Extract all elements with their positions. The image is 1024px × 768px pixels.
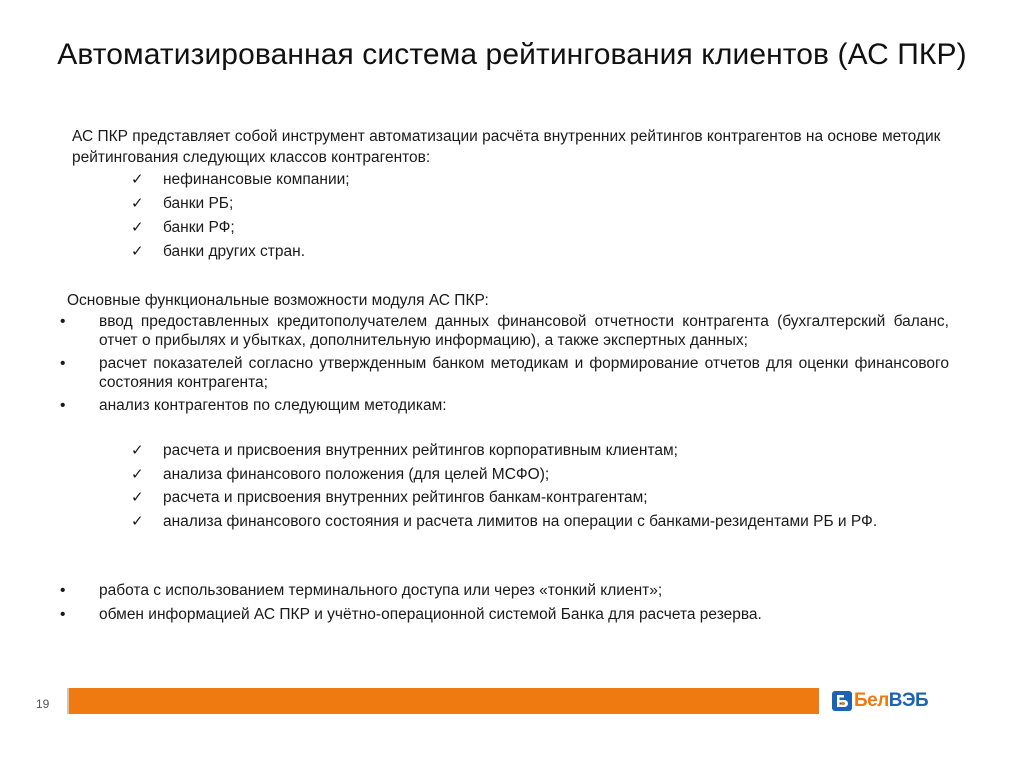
checkmark-icon: ✓ [131, 489, 144, 506]
belveb-logo-icon [832, 691, 852, 711]
checkmark-icon: ✓ [131, 243, 144, 260]
footer-bar [69, 688, 819, 714]
slide-title: Автоматизированная система рейтингования клиентов (АС ПКР) [57, 38, 967, 71]
bullet-icon: • [60, 606, 66, 623]
list-item: ✓ банки РФ; [131, 219, 235, 236]
checkmark-icon: ✓ [131, 171, 144, 188]
checkmark-icon: ✓ [131, 512, 144, 530]
list-item: • обмен информацией АС ПКР и учётно-операционной системой Банка для расчета резерва. [52, 604, 949, 626]
checkmark-icon: ✓ [131, 442, 144, 459]
counterparty-classes-list [131, 169, 953, 265]
list-item: ✓ банки других стран. [131, 243, 306, 260]
bullet-icon: • [60, 313, 66, 330]
list-item: • анализ контрагентов по следующим методикам: [60, 397, 447, 414]
list-item: • расчет показателей согласно утвержденным банком методикам и формирование отчетов для оценки финансового состояния контрагента; [60, 355, 949, 391]
list-item: ✓ анализа финансового состояния и расчета лимитов на операции с банками-резидентами РБ и РФ. [131, 512, 953, 533]
bullet-icon: • [60, 397, 66, 414]
bullet-icon: • [60, 582, 66, 599]
belveb-logo [832, 690, 928, 712]
list-item: ✓ анализа финансового положения (для целей МСФО); [131, 465, 953, 486]
checkmark-icon: ✓ [131, 465, 144, 483]
list-item: • работа с использованием терминального доступа или через «тонкий клиент»; [52, 580, 949, 602]
checkmark-icon: ✓ [131, 195, 144, 212]
page-number: 19 [36, 697, 50, 711]
features-list [52, 313, 949, 421]
bullet-icon: • [60, 355, 66, 372]
list-item: ✓ нефинансовые компании; [131, 171, 350, 188]
list-item: ✓ расчета и присвоения внутренних рейтингов банкам-контрагентам; [131, 488, 953, 509]
checkmark-icon: ✓ [131, 219, 144, 236]
features-heading: Основные функциональные возможности модуля АС ПКР: [67, 292, 489, 309]
logo-text: БелВЭБ [854, 690, 929, 711]
intro-paragraph: АС ПКР представляет собой инструмент автоматизации расчёта внутренних рейтингов контрагентов на основе методик рейтингования следующих классов контрагентов: [72, 128, 941, 166]
list-item: ✓ банки РБ; [131, 195, 234, 212]
list-item: • ввод предоставленных кредитополучателем данных финансовой отчетности контрагента (бухгалтерский баланс, отчет о прибылях и убытках, дополнительную информацию), а также экспертных данных; [60, 313, 949, 349]
list-item: ✓ расчета и присвоения внутренних рейтингов корпоративным клиентам; [131, 441, 953, 462]
methods-list [131, 441, 953, 535]
extra-features-list [52, 580, 949, 628]
